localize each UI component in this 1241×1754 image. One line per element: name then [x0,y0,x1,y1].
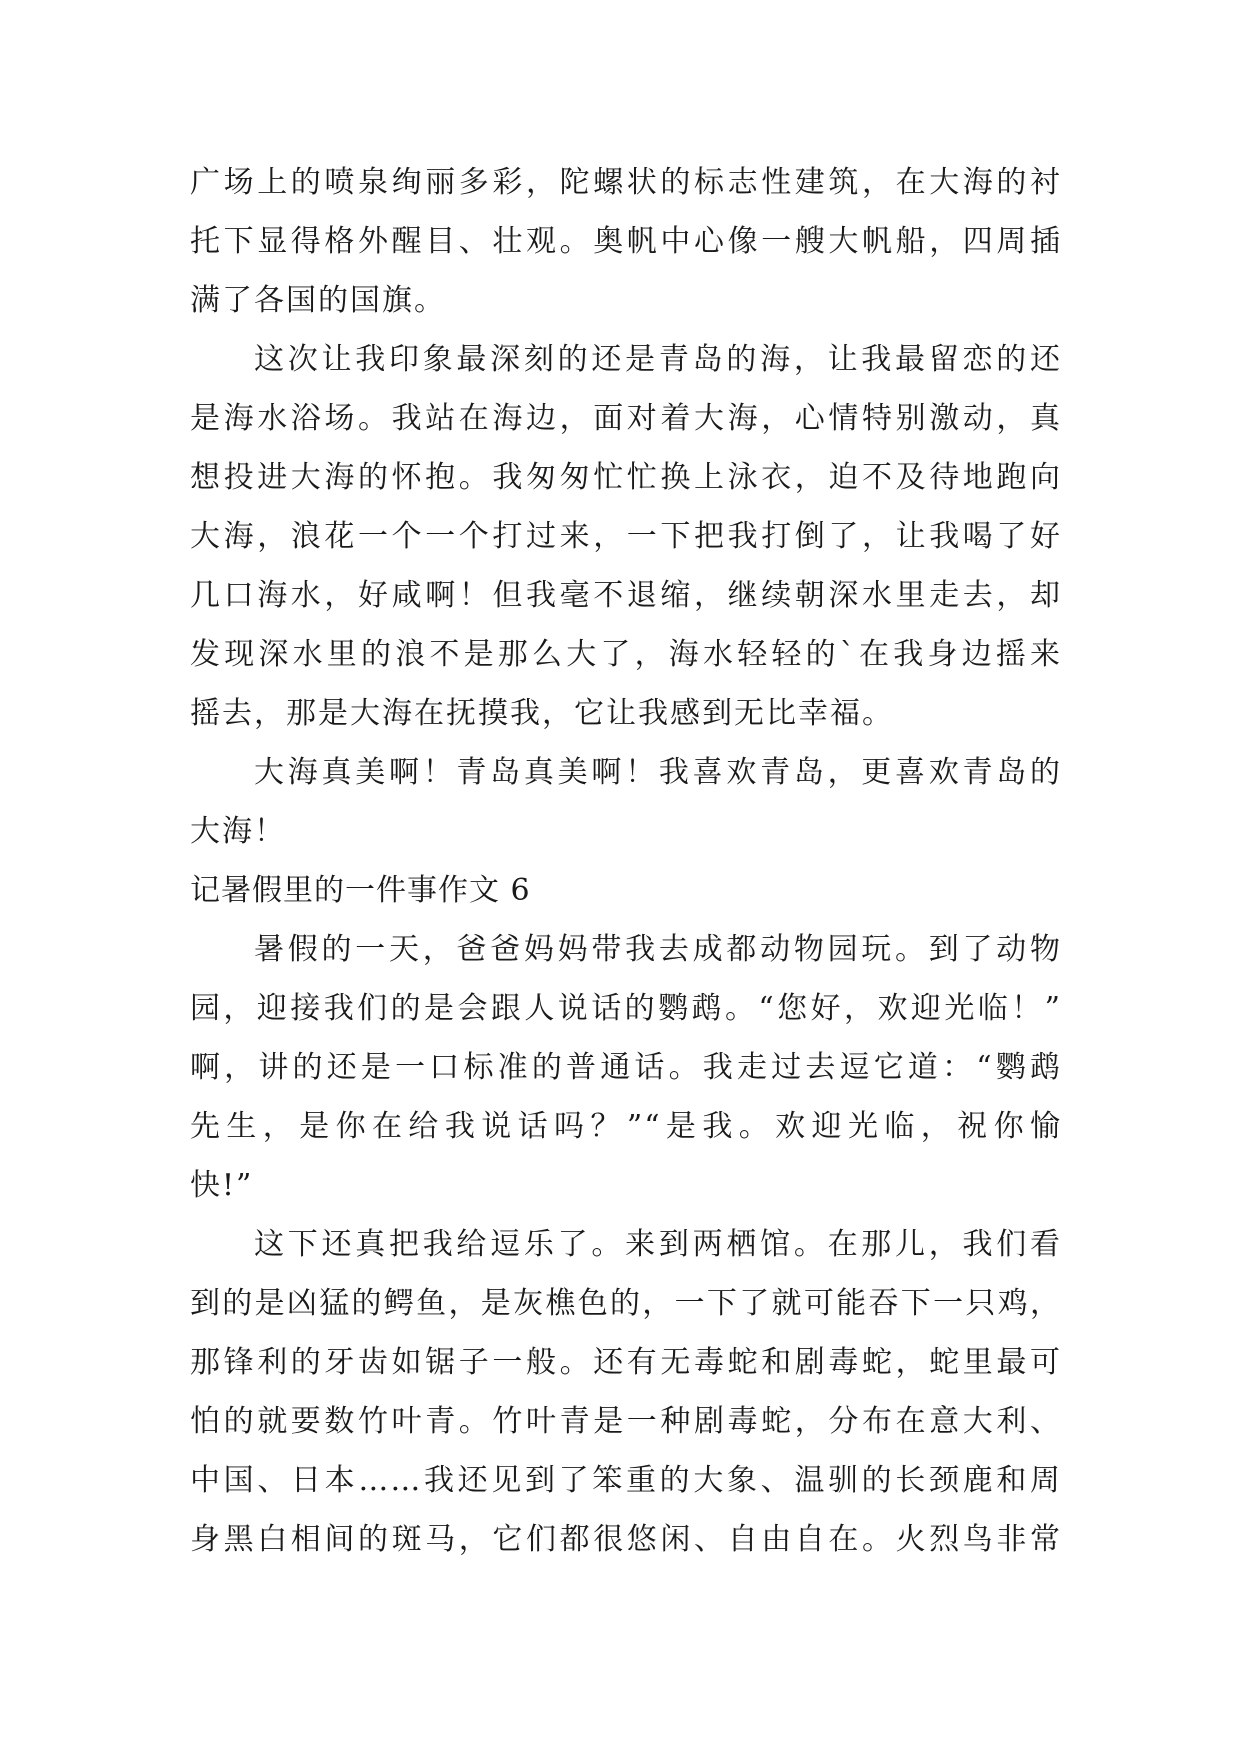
text-line: 啊，讲的还是一口标准的普通话。我走过去逗它道：“鹦鹉 [190,1050,1062,1085]
text-line: 怕的就要数竹叶青。竹叶青是一种剧毒蛇，分布在意大利、 [190,1404,1062,1439]
text-line: 大海，浪花一个一个打过来，一下把我打倒了，让我喝了好 [190,519,1062,554]
text-line: 快!” [190,1168,254,1203]
text-line: 几口海水，好咸啊！但我毫不退缩，继续朝深水里走去，却 [190,578,1062,613]
text-line: 满了各国的国旗。 [190,283,446,318]
text-line: 这下还真把我给逗乐了。来到两栖馆。在那儿，我们看 [254,1227,1062,1262]
text-line: 中国、日本……我还见到了笨重的大象、温驯的长颈鹿和周 [190,1463,1062,1498]
section-heading: 记暑假里的一件事作文 6 [190,873,531,908]
text-line: 这次让我印象最深刻的还是青岛的海，让我最留恋的还 [254,342,1062,377]
text-line: 是海水浴场。我站在海边，面对着大海，心情特别激动，真 [190,401,1062,436]
text-line: 广场上的喷泉绚丽多彩，陀螺状的标志性建筑，在大海的衬 [190,165,1062,200]
document-body [190,153,1062,1569]
text-line: 身黑白相间的斑马，它们都很悠闲、自由自在。火烈鸟非常 [190,1522,1062,1557]
text-line: 摇去，那是大海在抚摸我，它让我感到无比幸福。 [190,696,894,731]
text-line: 暑假的一天，爸爸妈妈带我去成都动物园玩。到了动物 [254,932,1062,967]
text-line: 大海真美啊！青岛真美啊！我喜欢青岛，更喜欢青岛的 [254,755,1062,790]
text-line: 想投进大海的怀抱。我匆匆忙忙换上泳衣，迫不及待地跑向 [190,460,1062,495]
text-line: 先生，是你在给我说话吗？”“是我。欢迎光临，祝你愉 [190,1109,1062,1144]
text-line: 大海！ [190,814,286,849]
text-line: 托下显得格外醒目、壮观。奥帆中心像一艘大帆船，四周插 [190,224,1062,259]
text-line: 发现深水里的浪不是那么大了，海水轻轻的`在我身边摇来 [190,637,1062,672]
text-line: 园，迎接我们的是会跟人说话的鹦鹉。“您好，欢迎光临！” [190,991,1062,1026]
text-line: 那锋利的牙齿如锯子一般。还有无毒蛇和剧毒蛇，蛇里最可 [190,1345,1062,1380]
text-line: 到的是凶猛的鳄鱼，是灰樵色的，一下了就可能吞下一只鸡， [190,1286,1062,1321]
